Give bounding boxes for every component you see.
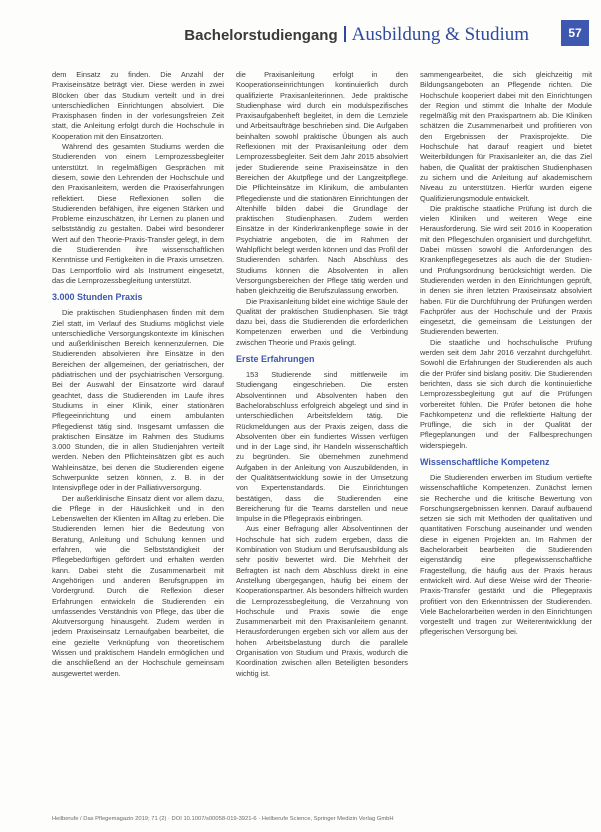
text-column-2 <box>236 70 408 810</box>
page-header <box>0 20 601 46</box>
paragraph: Während des gesamten Studiums werden die Studierenden von einem Lernprozessbegleiter unterstützt. In regelmäßigen Gesprächen mit diesem, sowie den Lehrenden der Hochschule und den Praxisanleitern, werden die Praxiserfahrungen reflektiert. Diese Reflexionen sollen die Studierenden befähigen, ihre eigenen Stärken und Probleme einzuschätzen, ihr Lernen zu planen und selbstständig zu gestalten. Dabei wird besonderer Wert auf den Theorie-Praxis-Transfer gelegt, in dem die Studierenden ihre wissenschaftlichen Kenntnisse und Fertigkeiten in die Praxis umsetzen. Das Lernportfolio wird als Instrument eingesetzt, das die Lernprozessbegleitung unterstützt. <box>52 142 224 285</box>
paragraph: Die praktische staatliche Prüfung ist durch die vielen Kliniken und weiteren Wege eine Herausforderung. Sie wird seit 2016 in Kooperation mit den Pflegeschulen organisiert und durchgeführt. Dabei müssen sowohl die Anforderungen des Krankenpflegegesetzes als auch die der Studien- und Prüfungsordnung berücksichtigt werden. Die Studierenden werden in den Einrichtungen geprüft, in denen sie ihren letzten Praxiseinsatz absolviert haben. Für die Durchführung der Prüfungen werden Fachprüfer aus der Hochschule und der Praxis eingesetzt, die gemeinsam die Leistungen der Studierenden bewerten. <box>420 203 592 337</box>
text-column-1 <box>52 70 224 810</box>
paragraph: 153 Studierende sind mittlerweile im Studiengang eingeschrieben. Die ersten Absolventinnen und Absolventen haben den Bachelorabschluss erfolgreich abgelegt und sind in unterschiedlichen Arbeitsfeldern tätig. Die Rückmeldungen aus der Praxis zeigen, dass die Absolventen über ein fundiertes Wissen verfügen und in der Lage sind, ihr Handeln wissenschaftlich zu begründen. Sie übernehmen zunehmend Aufgaben in der Anleitung von Auszubildenden, in der Qualitätsentwicklung sowie in der Umsetzung von Expertenstandards. Die Einrichtungen bestätigen, dass die Studierenden eine Bereicherung für die Teams darstellen und neue Impulse in die Pflegepraxis einbringen. <box>236 370 408 524</box>
paragraph: Die staatliche und hochschulische Prüfung werden seit dem Jahr 2016 verzahnt durchgeführt. Sowohl die Erfahrungen der Studierenden als auch die der Prüfer sind bislang positiv. Die Studierenden berichten, dass sie sich durch die kontinuierliche Lernprozessbegleitung gut auf die Prüfungen vorbereitet fühlen. Die Prüfer betonen die hohe Fachkompetenz und die reflektierte Haltung der Prüflinge, die sich in der Qualität der Pflegeplanungen und der Fallbesprechungen widerspiegeln. <box>420 337 592 450</box>
section-title: Ausbildung & Studium <box>351 24 529 45</box>
subheading: 3.000 Stunden Praxis <box>52 292 143 303</box>
paragraph: Aus einer Befragung aller Absolventinnen der Hochschule hat sich zudem ergeben, dass die Kombination von Studium und Berufsausbildung als sehr positiv bewertet wird. Die Mehrheit der Befragten ist nach dem Abschluss direkt in eine Anstellung übergegangen, häufig bei einem der Kooperationspartner. Als besonders hilfreich wurden die Lernprozessbegleitung, die Verzahnung von Hochschule und Praxis sowie die enge Zusammenarbeit mit den Praxisanleitern genannt. Herausforderungen ergeben sich vor allem aus der hohen Arbeitsbelastung durch die parallele Organisation von Studium und Praxis, wodurch die Koordination zwischen allen Beteiligten besonders wichtig ist. <box>236 524 408 678</box>
page-number: 57 <box>561 20 589 46</box>
subheading: Erste Erfahrungen <box>236 354 315 365</box>
paragraph: die Praxisanleitung erfolgt in den Kooperationseinrichtungen kontinuierlich durch qualifizierte Praxisanleiterinnen. Jede praktische Studienphase wird durch ein modulspezifisches Praxisaufgabenheft begleitet, in dem die Lernziele und Arbeitsaufträge beschrieben sind. Die Aufgaben beinhalten sowohl praktische Übungen als auch Reflexionen mit der Praxisanleitung oder dem Lernprozessbegleiter. Seit dem Jahr 2015 absolviert jeder Studierende seine Praxiseinsätze in den Bereichen der Akutpflege und der Langzeitpflege. Die Pflichteinsätze im Klinikum, die ambulanten Pflegedienste und die stationären Einrichtungen der Altenhilfe bilden dabei die Grundlage der praktischen Studienphasen. Zudem werden Einsätze in der Kinderkrankenpflege sowie in der Psychiatrie angeboten, die im Rahmen der Wahlpflicht belegt werden können und das Profil der Studierenden schärfen. Nach Abschluss des Studiums können die Absolventen in allen Versorgungsbereichen der Pflege tätig werden und haben gleichzeitig die Berufszulassung erworben. <box>236 70 408 296</box>
paragraph: Die praktischen Studienphasen finden mit dem Ziel statt, im Verlauf des Studiums möglichst viele unterschiedliche Versorgungskontexte im klinischen und außerklinischen Bereich kennenzulernen. Die Studierenden absolvieren ihre Einsätze in den Bereichen der allgemeinen, der geriatrischen, der pädiatrischen und der psychiatrischen Versorgung. Bei der Auswahl der Einsatzorte wird darauf geachtet, dass die Studierenden im Laufe ihres Studiums in einer Klinik, einer stationären Pflegeeinrichtung und einem ambulanten Pflegedienst tätig sind. Insgesamt umfassen die praktischen Einsätze im Rahmen des Studiums 3.000 Stunden, die in allen Studienjahren verteilt werden. Neben den Pflichteinsätzen gibt es auch Wahleinsätze, bei denen die Studierenden eigene Schwerpunkte setzen können, z. B. in der Intensivpflege oder in der Palliativversorgung. <box>52 308 224 493</box>
divider <box>344 26 346 42</box>
paragraph: dem Einsatz zu finden. Die Anzahl der Praxiseinsätze beträgt vier. Diese werden in zwei Blöcken über das Studium verteilt und in drei unterschiedlichen Einrichtungen absolviert. Die Praxisphasen finden in der vorlesungsfreien Zeit statt, die Anleitung erfolgt durch die Hochschule in Kooperation mit den Einsatzorten. <box>52 70 224 141</box>
section-heading <box>184 24 529 46</box>
subheading: Wissenschaftliche Kompetenz <box>420 456 550 467</box>
rubric-label: Bachelorstudiengang <box>184 27 338 44</box>
text-column-3 <box>420 70 592 810</box>
page-footer: Heilberufe / Das Pflegemagazin 2019; 71 (2) · DOI 10.1007/s00058-019-3921-6 · Heilberufe Science, Springer Medizin Verlag GmbH <box>52 816 394 822</box>
paragraph: Die Praxisanleitung bildet eine wichtige Säule der Qualität der praktischen Studienphasen. Sie trägt dazu bei, dass die Studierenden die erforderlichen Kompetenzen erwerben und die Verbindung zwischen Theorie und Praxis gelingt. <box>236 296 408 347</box>
paragraph: Der außerklinische Einsatz dient vor allem dazu, die Pflege in der Häuslichkeit und in den Lebenswelten der Klienten im Alltag zu erleben. Die Studierenden lernen hier die Bedeutung von Beratung, Anleitung und Schulung kennen und erfahren, wie die Selbstständigkeit der Pflegebedürftigen gefördert und erhalten werden kann. Dabei steht die Zusammenarbeit mit Angehörigen und anderen Berufsgruppen im Vordergrund. Durch die Reflexion dieser Erfahrungen entwickeln die Studierenden ein umfassendes Verständnis von Pflege, das über die Akutversorgung hinausgeht. Zudem werden in jedem Praxiseinsatz Lernaufgaben bearbeitet, die eine gezielte Verknüpfung von theoretischem Wissen und praktischem Handeln ermöglichen und die anschließend an der Hochschule gemeinsam ausgewertet werden. <box>52 493 224 678</box>
paragraph: Die Studierenden erwerben im Studium vertiefte wissenschaftliche Kompetenzen. Zunächst lernen sie Recherche und die kritische Bewertung von Forschungsergebnissen kennen. Darauf aufbauend setzen sie sich mit Methoden der qualitativen und quantitativen Forschung auseinander und wenden diese in eigenen Projekten an. Im Rahmen der Bachelorarbeit bearbeiten die Studierenden eigenständig eine pflegewissenschaftliche Fragestellung, die häufig aus der Praxis heraus entwickelt wird. Auf diese Weise wird der Theorie-Praxis-Transfer gestärkt und die Pflegepraxis profitiert von den Erkenntnissen der Studierenden. Viele Bachelorarbeiten werden in den Einrichtungen vorgestellt und tragen zur Weiterentwicklung der pflegerischen Versorgung bei. <box>420 472 592 637</box>
article-body <box>52 70 594 810</box>
paragraph: sammengearbeitet, die sich gleichzeitig mit Bildungsangeboten an Pflegende richten. Die Hochschule kooperiert dabei mit den Einrichtungen der Region und stimmt die Inhalte der Module regelmäßig mit den Praxispartnern ab. Die Kliniken schätzen die Zusammenarbeit und profitieren von den Ergebnissen der Praxisprojekte. Die Hochschule hat darauf reagiert und bietet Weiterbildungen für Praxisanleiter an, die das Ziel haben, die Qualität der praktischen Studienphasen zu sichern und die Anleitung auf akademischem Niveau zu unterstützen. Hierfür wurden eigene Qualifizierungsmodule entwickelt. <box>420 70 592 203</box>
